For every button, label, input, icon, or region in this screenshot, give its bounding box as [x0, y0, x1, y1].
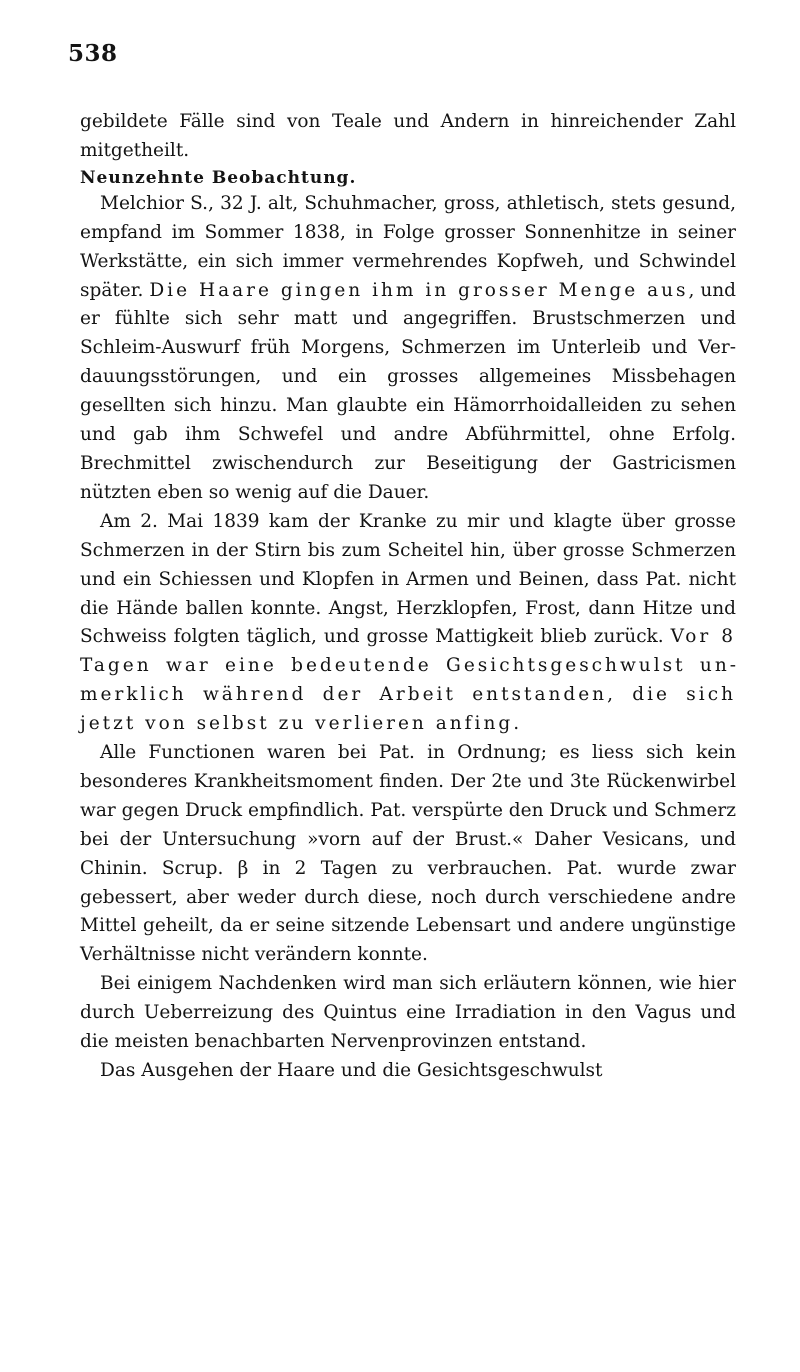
- emphasized-text: Die Haare gingen ihm in grosser Menge aus: [149, 279, 689, 301]
- case-paragraph-1: [80, 190, 736, 508]
- page-body: [80, 108, 736, 1086]
- case-text: Melchior S., 32 J. alt, Schuhmacher, gross, athletisch, stets gesund, empfand im Sommer 1838, in Folge grosser Sonnenhitze in seiner Werkstätte, ein sich immer vermehrendes Kopfweh, und Schwindel später.: [80, 192, 736, 301]
- case-paragraph-3: Alle Functionen waren bei Pat. in Ordnung; es liess sich kein besonderes Krankheitsmoment finden. Der 2te und 3te Rückenwirbel war gegen Druck empfindlich. Pat. verspürte den Druck und Schmerz bei der Untersuchung »vorn auf der Brust.« Daher Vesicans, und Chinin. Scrup. β in 2 Tagen zu verbrauchen. Pat. wurde zwar gebessert, aber weder durch diese, noch durch verschiedene andre Mittel geheilt, da er seine sitzende Lebensart und andere ungünstige Verhältnisse nicht verändern konnte.: [80, 742, 736, 966]
- section-heading: Neunzehnte Beobachtung.: [80, 167, 357, 188]
- case-paragraph-4: Bei einigem Nachdenken wird man sich erläutern können, wie hier durch Ueberreizung des Quintus eine Irradiation in den Vagus und die meisten benachbarten Nervenprovinzen entstand.: [80, 973, 736, 1053]
- case-paragraph-2: [80, 508, 736, 739]
- page-number: 538: [68, 40, 118, 67]
- case-paragraph-5: Das Ausgehen der Haare und die Gesichtsgeschwulst: [100, 1060, 603, 1081]
- case-text: , und er fühlte sich sehr matt und angegriffen. Brustschmerzen und Schleim-Auswurf früh Morgens, Schmerzen im Unterleib und Verdauungsstörungen, und ein grosses allgemeines Missbehagen gesellten sich hinzu. Man glaubte ein Hämorrhoidalleiden zu sehen und gab ihm Schwefel und andre Abführmittel, ohne Erfolg. Brechmittel zwischendurch zur Beseitigung der Gastricismen nützten eben so wenig auf die Dauer.: [80, 279, 736, 503]
- emphasized-text: Vor 8 Tagen war eine bedeutende Gesichtsgeschwulst unmerklich während der Arbeit entstanden, die sich jetzt von selbst zu verlieren anfing.: [80, 626, 736, 735]
- intro-paragraph: gebildete Fälle sind von Teale und Andern in hinreichender Zahl mitgetheilt.: [80, 111, 736, 161]
- case-text: Am 2. Mai 1839 kam der Kranke zu mir und klagte über grosse Schmerzen in der Stirn bis zum Scheitel hin, über grosse Schmerzen und ein Schiessen und Klopfen in Armen und Beinen, dass Pat. nicht die Hände ballen konnte. Angst, Herzklopfen, Frost, dann Hitze und Schweiss folgten täglich, und grosse Mattigkeit blieb zurück.: [80, 510, 736, 648]
